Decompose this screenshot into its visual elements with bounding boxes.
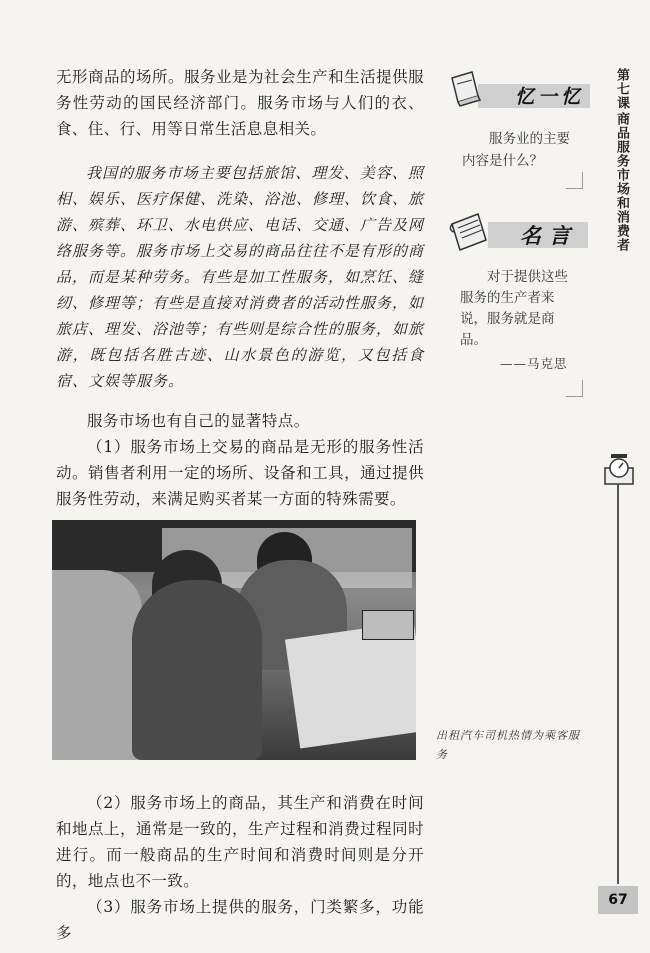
margin-line [617,484,619,884]
quote-title: 名言 [520,223,578,248]
quote-text: 对于提供这些服务的生产者来说，服务就是商品。 [460,269,568,348]
notepad-icon [448,68,482,108]
quote-header [448,210,594,256]
recall-header [448,68,594,112]
taxi-photo [52,520,416,760]
main-text [56,64,424,512]
lesson-number: 第七课 [614,68,629,110]
recall-question: 服务业的主要内容是什么？ [462,131,570,169]
lesson-title: 商品服务市场和消费者 [614,112,629,252]
quote-author: ——马克思 [500,356,568,371]
paragraph-feature-1: （1）服务市场上交易的商品是无形的服务性活动。销售者利用一定的场所、设备和工具，通过提供服务性劳动，来满足购买者某一方面的特殊需要。 [56,438,424,508]
scroll-icon [448,210,490,254]
scale-icon [601,452,637,492]
paragraph-feature-2: （2）服务市场上的商品，其生产和消费在时间和地点上，通常是一致的，生产过程和消费过程同时进行。而一般商品的生产时间和消费时间则是分开的，地点也不一致。 [56,794,424,890]
photo-caption: 出租汽车司机热情为乘客服务 [436,729,580,761]
page-number: 67 [598,886,638,914]
main-text-lower [56,790,424,946]
paragraph-features-intro: 服务市场也有自己的显著特点。 [87,412,310,430]
paragraph-market-scope: 我国的服务市场主要包括旅馆、理发、美容、照相、娱乐、医疗保健、洗染、浴池、修理、饮食、旅游、殡葬、环卫、水电供应、电话、交通、广告及网络服务等。服务市场上交易的商品往往不是有形的商品，而是某种劳务。有些是加工性服务，如烹饪、缝纫、修理等；有些是直接对消费者的活动性服务，如旅店、理发、浴池等；有些则是综合性的服务，如旅游，既包括名胜古迹、山水景色的游览，又包括食宿、文娱等服务。 [56,164,425,390]
quote-corner [566,380,583,397]
paragraph-intro: 无形商品的场所。服务业是为社会生产和生活提供服务性劳动的国民经济部门。服务市场与人们的衣、食、住、行、用等日常生活息息相关。 [56,68,424,138]
recall-corner [566,172,583,189]
paragraph-feature-3: （3）服务市场上提供的服务，门类繁多，功能多 [56,898,424,942]
recall-title: 忆一忆 [514,86,584,108]
